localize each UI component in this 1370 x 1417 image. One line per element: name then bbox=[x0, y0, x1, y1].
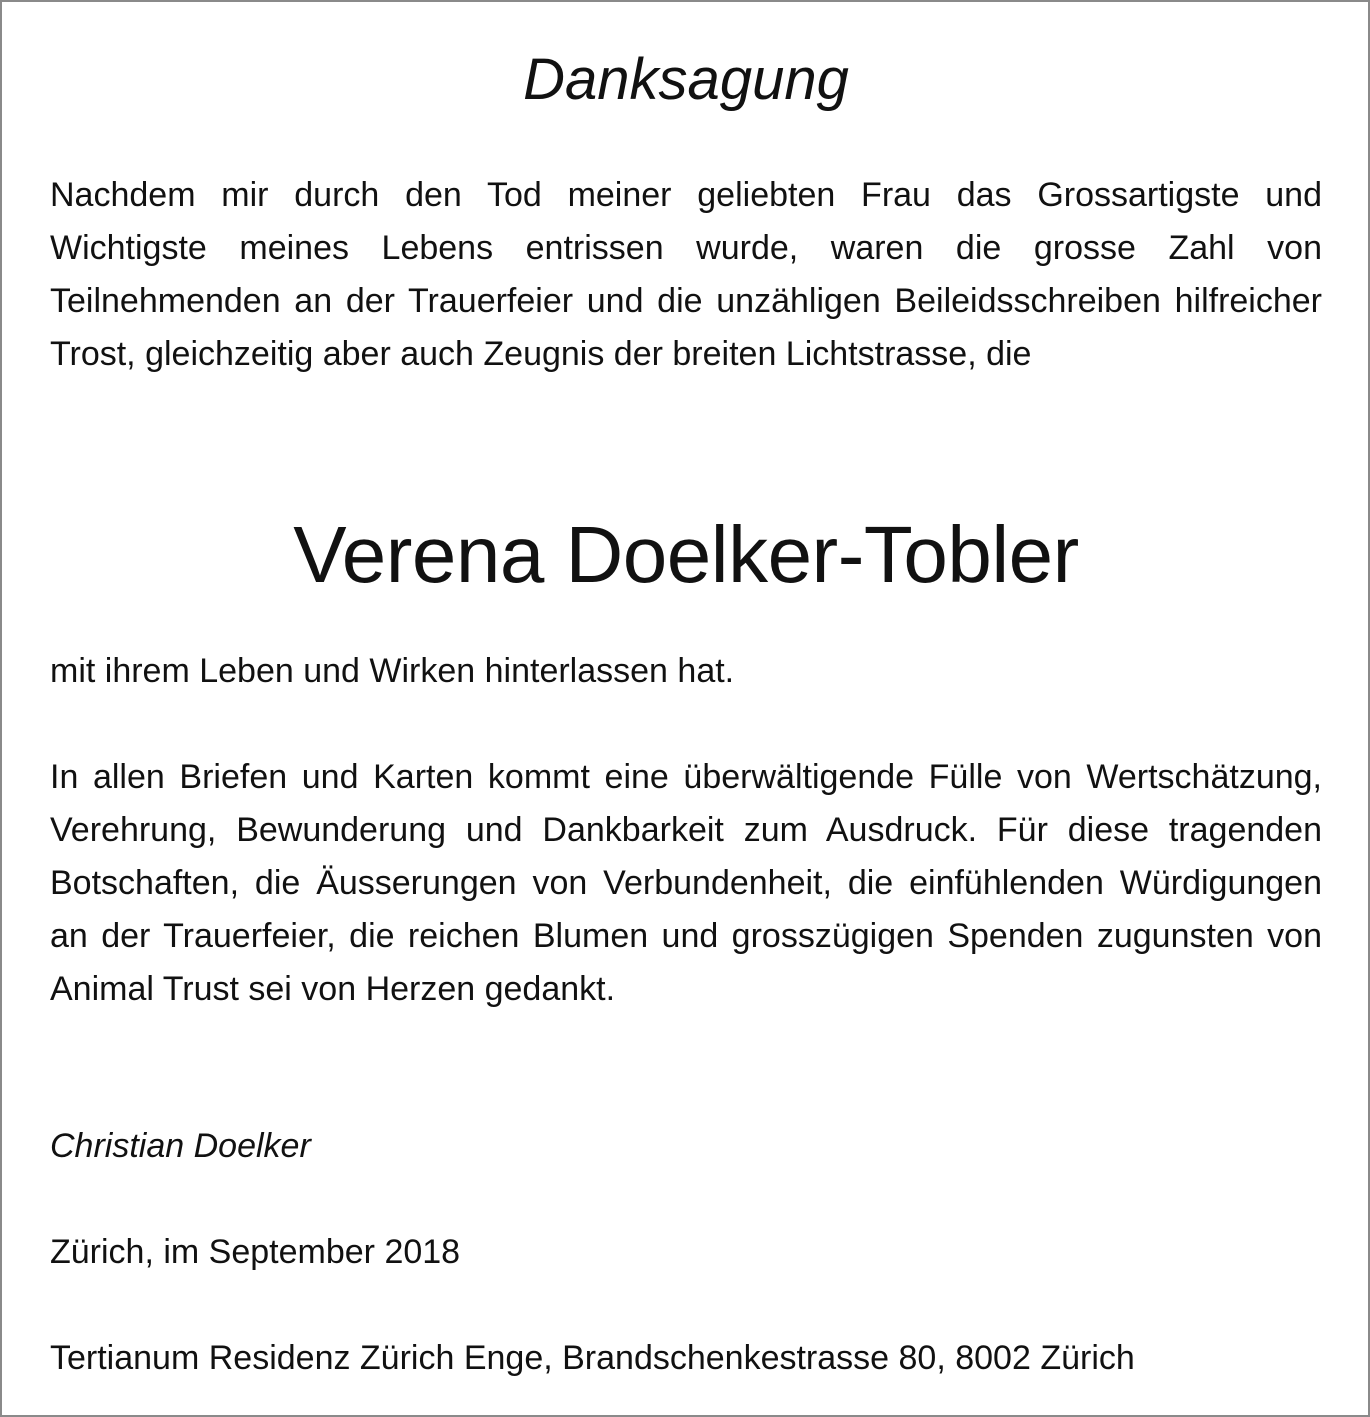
after-name-paragraph: mit ihrem Leben und Wirken hinterlassen hat. bbox=[50, 652, 735, 690]
address-line: Tertianum Residenz Zürich Enge, Brandschenkestrasse 80, 8002 Zürich bbox=[50, 1339, 1135, 1377]
deceased-name: Verena Doelker-Tobler bbox=[293, 510, 1079, 599]
intro-paragraph: Nachdem mir durch den Tod meiner geliebten Frau das Grossartigste und Wichtigste meines Lebens entrissen wurde, waren die grosse Zahl von Teilnehmenden an der Trauerfeier und die unzähligen Beileidsschreiben hilfreicher Trost, gleichzeitig aber auch Zeugnis der breiten Lichtstrasse, die bbox=[50, 176, 1322, 373]
signature: Christian Doelker bbox=[50, 1127, 311, 1165]
place-date: Zürich, im September 2018 bbox=[50, 1233, 461, 1271]
notice-heading: Danksagung bbox=[523, 47, 849, 112]
thanks-paragraph: In allen Briefen und Karten kommt eine überwältigende Fülle von Wertschätzung, Verehrung, Bewunderung und Dankbarkeit zum Ausdruck. Für diese tragenden Botschaften, die Äusserungen von Verbundenheit, die einfühlenden Würdigungen an der Trauerfeier, die reichen Blumen und grosszügigen Spenden zugunsten von Animal Trust sei von Herzen gedankt. bbox=[50, 758, 1322, 1008]
